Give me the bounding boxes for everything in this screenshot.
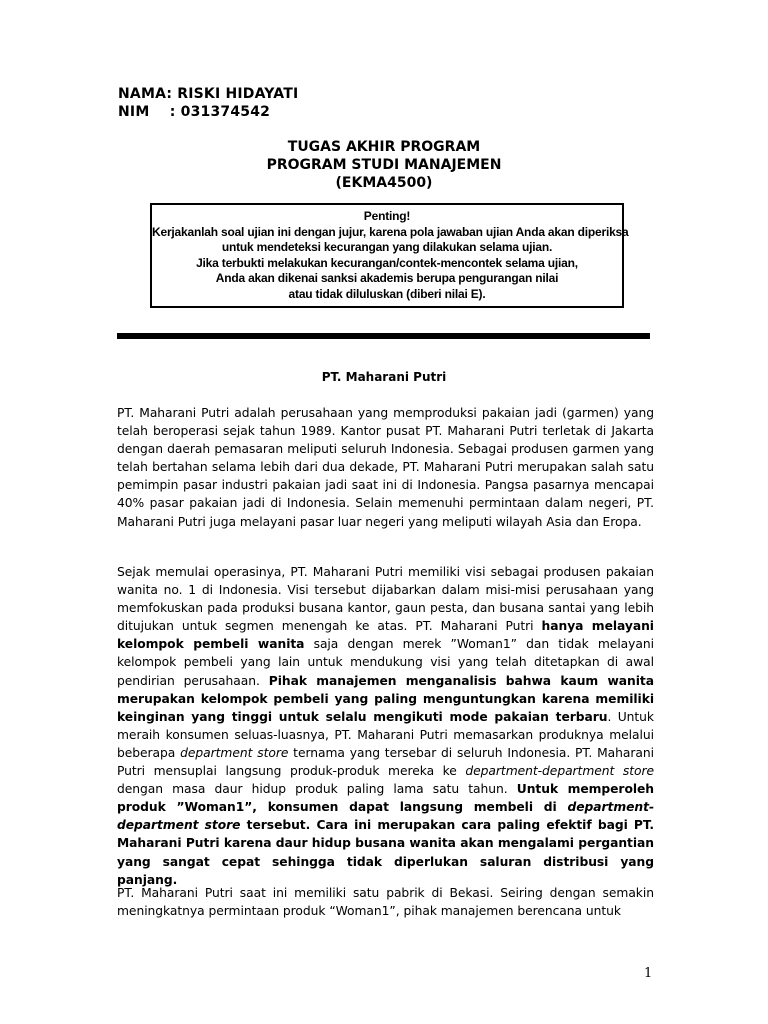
student-nim: NIM : 031374542 [118,104,271,120]
bold-run: Untuk memperoleh produk ”Woman1”, konsumen dapat langsung membeli di [117,782,654,815]
notice-line: Kerjakanlah soal ujian ini dengan jujur, karena pola jawaban ujian Anda akan diperiksa [152,224,629,239]
notice-line: Jika terbukti melakukan kecurangan/contek-mencontek selama ujian, [196,255,578,270]
text-run: . Untuk meraih konsumen seluas-luasnya, PT. Maharani Putri memasarkan produknya melalui beberapa [117,709,654,760]
paragraph-1 [117,404,654,531]
notice-line: untuk mendeteksi kecurangan yang dilakukan selama ujian. [221,240,553,254]
section-divider [117,333,650,339]
document-title [118,138,650,192]
bold-run: Pihak manajemen menganalisis bahwa kaum wanita merupakan kelompok pembeli yang paling menguntungkan karena memiliki keinginan yang tinggi untuk selalu mengikuti mode pakaian terbaru [117,673,654,724]
section-title: PT. Maharani Putri [321,370,447,384]
paragraph-1-text: PT. Maharani Putri adalah perusahaan yang memproduksi pakaian jadi (garmen) yang telah beroperasi sejak tahun 1989. Kantor pusat PT. Maharani Putri terletak di Jakarta dengan daerah pemasaran meliputi seluruh Indonesia. Sebagai produsen garmen yang telah bertahan selama lebih dari dua dekade, PT. Maharani Putri merupakan salah satu pemimpin pasar industri pakaian jadi saat ini di Indonesia. Pangsa pasarnya mencapai 40% pasar pakaian jadi di Indonesia. Selain memenuhi permintaan dalam negeri, PT. Maharani Putri juga melayani pasar luar negeri yang meliputi wilayah Asia dan Eropa. [117,406,654,529]
notice-heading: Penting! [363,209,411,223]
paragraph-2 [117,563,654,889]
text-run: dengan masa daur hidup produk paling lama satu tahun. [117,782,517,797]
bold-run: hanya melayani kelompok pembeli wanita [117,619,654,652]
notice-line: Anda akan dikenai sanksi akademis berupa pengurangan nilai [215,271,559,285]
notice-line: atau tidak diluluskan (diberi nilai E). [288,286,486,301]
italic-run: department-department store [465,764,654,779]
page-number: 1 [644,966,653,981]
paragraph-3 [117,884,654,920]
paragraph-3-text: PT. Maharani Putri saat ini memiliki satu pabrik di Bekasi. Seiring dengan semakin meningkatnya permintaan produk “Woman1”, pihak manajemen berencana untuk [117,886,654,919]
title-line-2: PROGRAM STUDI MANAJEMEN [266,157,502,173]
bold-italic-run: department-department store [117,800,654,833]
text-run: saja dengan merek ”Woman1” dan tidak melayani kelompok pembeli yang lain untuk mendukung visi yang telah ditetapkan di awal pendirian perusahaan. [117,637,654,688]
title-line-1: TUGAS AKHIR PROGRAM [287,139,481,155]
text-run: ternama yang tersebar di seluruh Indonesia. PT. Maharani Putri mensuplai langsung produk-produk mereka ke [117,745,654,779]
text-run: Sejak memulai operasinya, PT. Maharani Putri memiliki visi sebagai produsen pakaian wanita no. 1 di Indonesia. Visi tersebut dijabarkan dalam misi-misi perusahaan yang memfokuskan pada produksi busana kantor, gaun pesta, dan busana santai yang lebih ditujukan untuk segmen menengah ke atas. PT. Maharani Putri [117,565,654,634]
student-name: NAMA: RISKI HIDAYATI [118,86,299,102]
bold-run: tersebut. Cara ini merupakan cara paling efektif bagi PT. Maharani Putri karena daur hidup busana wanita akan mengalami pergantian yang sangat cepat sehingga tidak diperlukan saluran distribusi yang panjang. [117,818,654,887]
notice-box [150,203,629,308]
title-line-3: (EKMA4500) [335,175,433,191]
italic-run: department store [180,745,289,760]
